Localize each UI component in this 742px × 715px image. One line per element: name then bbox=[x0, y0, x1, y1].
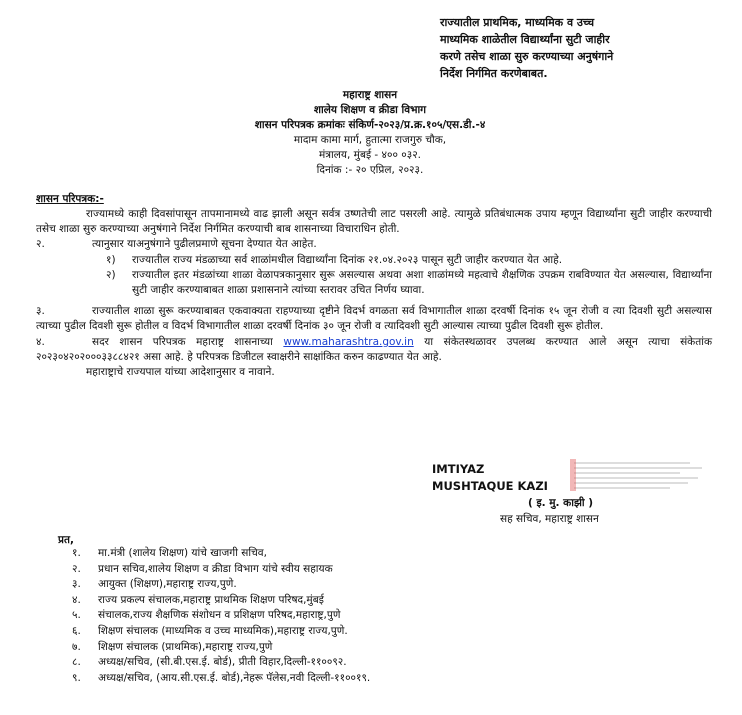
list-text: अध्यक्ष/सचिव, (सी.बी.एस.ई. बोर्ड), प्रीती विहार,दिल्ली-११००९२. bbox=[98, 656, 347, 669]
digital-signature bbox=[432, 461, 548, 495]
list-text: शिक्षण संचालक (प्राथमिक),महाराष्ट्र राज्य,पुणे bbox=[98, 640, 273, 653]
document-body bbox=[36, 207, 712, 380]
subpoint-number: १) bbox=[106, 253, 116, 266]
list-item bbox=[72, 577, 370, 593]
list-item bbox=[72, 593, 370, 609]
list-text: राज्य प्रकल्प संचालक,महाराष्ट्र प्राथमिक शिक्षण परिषद,मुंबई bbox=[98, 593, 324, 606]
list-number: २. bbox=[72, 562, 81, 575]
copy-list bbox=[72, 546, 370, 686]
paragraph-number: ३. bbox=[36, 305, 45, 318]
list-item bbox=[72, 655, 370, 671]
address-line: मादाम कामा मार्ग, हुतात्मा राजगुरु चौक, bbox=[293, 134, 447, 146]
subpoint-text: राज्यातील राज्य मंडळाच्या सर्व शाळांमधील विद्यार्थ्यांना दिनांक २१.०४.२०२३ पासून सुटी जाहीर करण्यात येत आहे. bbox=[132, 253, 563, 266]
paragraph-3 bbox=[36, 304, 712, 334]
list-item bbox=[72, 671, 370, 687]
subject-line: निर्देश निर्गमित करणेबाबत. bbox=[440, 67, 548, 80]
signatory-designation: सह सचिव, महाराष्ट्र शासन bbox=[500, 513, 599, 525]
list-item bbox=[72, 624, 370, 640]
subject-line: राज्यातील प्राथमिक, माध्यमिक व उच्च bbox=[440, 16, 595, 29]
list-text: अध्यक्ष/सचिव, (आय.सी.एस.ई. बोर्ड),नेहरू पॅलेस,नवी दिल्ली-११००१९. bbox=[98, 671, 371, 684]
list-text: शिक्षण संचालक (माध्यमिक व उच्च माध्यमिक),महाराष्ट्र राज्य,पुणे. bbox=[98, 624, 348, 637]
list-number: ८. bbox=[72, 656, 81, 669]
subject-block bbox=[440, 14, 730, 82]
subject-line: माध्यमिक शाळेतील विद्यार्थ्यांना सुटी जाहीर bbox=[440, 33, 610, 46]
paragraph-text: राज्यातील शाळा सुरू करण्याबाबत एकवाक्यता राहण्याच्या दृष्टीने विदर्भ वगळता सर्व विभागातील शाळा दरवर्षी दिनांक १५ जून रोजी व त्या दिवशी सुटी असल्यास त्याच्या पुढील दिवशी सुरू होतील व विदर्भ विभागातील शाळा दरवर्षी दिनांक ३० जून रोजी व त्यादिवशी सुटी आल्यास त्याच्या पुढील दिवशी सुरू होतील. bbox=[36, 305, 712, 333]
copy-to-label: प्रत, bbox=[58, 534, 74, 546]
paragraph-1: राज्यामध्ये काही दिवसांपासून तापमानामध्ये वाढ झाली असून सर्वत्र उष्णतेची लाट पसरली आहे. त्यामुळे प्रतिबंधात्मक उपाय म्हणून विद्यार्थ्यांना सुटी जाहीर करण्याची तसेच शाळा सुरु करण्याच्या अनुषंगाने निर्देश निर्गमित करण्याची बाब शासनाच्या विचाराधिन होती. bbox=[36, 208, 712, 236]
address-line: मंत्रालय, मुंबई - ४०० ०३२. bbox=[318, 149, 421, 161]
list-number: ९. bbox=[72, 671, 81, 684]
list-text: प्रधान सचिव,शालेय शिक्षण व क्रीडा विभाग यांचे स्वीय सहायक bbox=[98, 562, 333, 575]
document-header bbox=[100, 88, 640, 178]
signature-line: MUSHTAQUE KAZI bbox=[432, 479, 548, 493]
list-number: १. bbox=[72, 547, 81, 559]
paragraph-4 bbox=[36, 335, 712, 365]
circular-label: शासन परिपत्रक:- bbox=[36, 193, 104, 205]
website-link[interactable]: www.maharashtra.gov.in bbox=[283, 335, 414, 348]
list-item bbox=[72, 546, 370, 562]
signature-line: IMTIYAZ bbox=[432, 462, 485, 476]
list-item bbox=[72, 640, 370, 656]
paragraph-number: २. bbox=[36, 238, 45, 251]
list-item bbox=[72, 608, 370, 624]
subject-line: करणे तसेच शाळा सुरु करण्याच्या अनुषंगाने bbox=[440, 50, 614, 63]
subpoint-2 bbox=[106, 268, 712, 298]
list-number: ६. bbox=[72, 624, 81, 637]
circular-number: शासन परिपत्रक क्रमांकः संकिर्ण-२०२३/प्र.क्र.१०५/एस.डी.-४ bbox=[254, 119, 486, 131]
list-number: ५. bbox=[72, 609, 81, 622]
paragraph-text: या संकेतस्थळावर उपलब्ध करण्यात आले असून त्याचा संकेतांक २०२३०४२०२०००३३८८४२१ असा आहे. हे परिपत्रक डिजीटल स्वाक्षरीने साक्षांकित करुन काढण्यात येत आहे. bbox=[36, 335, 713, 363]
subpoint-text: राज्यातील इतर मंडळांच्या शाळा वेळापत्रकानुसार सुरू असल्यास अथवा अशा शाळांमध्ये महत्वाचे शैक्षणिक उपक्रम राबविण्यात येत असल्यास, विद्यार्थ्यांना सुटी जाहीर करण्याबाबत शाळा प्रशासनाने त्यांच्या स्तरावर उचित निर्णय घ्यावा. bbox=[132, 268, 712, 297]
list-text: मा.मंत्री (शालेय शिक्षण) यांचे खाजगी सचिव, bbox=[98, 547, 267, 559]
subpoint-number: २) bbox=[106, 268, 116, 281]
subpoint-1 bbox=[106, 253, 712, 268]
list-text: संचालक,राज्य शैक्षणिक संशोधन व प्रशिक्षण परिषद,महाराष्ट्र,पुणे bbox=[98, 609, 341, 622]
paragraph-2 bbox=[36, 237, 712, 252]
paragraph-number: ४. bbox=[36, 335, 45, 348]
document-date: दिनांक :- २० एप्रिल, २०२३. bbox=[316, 164, 424, 176]
list-text: आयुक्त (शिक्षण),महाराष्ट्र राज्य,पुणे. bbox=[98, 578, 237, 591]
signature-stamp bbox=[570, 457, 710, 497]
signatory-name: ( इ. मु. काझी ) bbox=[528, 497, 594, 509]
list-number: ७. bbox=[72, 640, 81, 653]
paragraph-text: त्यानुसार याअनुषंगाने पुढीलप्रमाणे सूचना देण्यात येत आहेत. bbox=[92, 238, 317, 251]
department-name: शालेय शिक्षण व क्रीडा विभाग bbox=[313, 104, 427, 116]
list-item bbox=[72, 562, 370, 578]
paragraph-text: सदर शासन परिपत्रक महाराष्ट्र शासनाच्या bbox=[92, 335, 273, 348]
closing-line: महाराष्ट्राचे राज्यपाल यांच्या आदेशानुसार व नावाने. bbox=[86, 366, 275, 379]
list-number: ३. bbox=[72, 578, 81, 591]
govt-name: महाराष्ट्र शासन bbox=[342, 89, 398, 101]
list-number: ४. bbox=[72, 593, 81, 606]
